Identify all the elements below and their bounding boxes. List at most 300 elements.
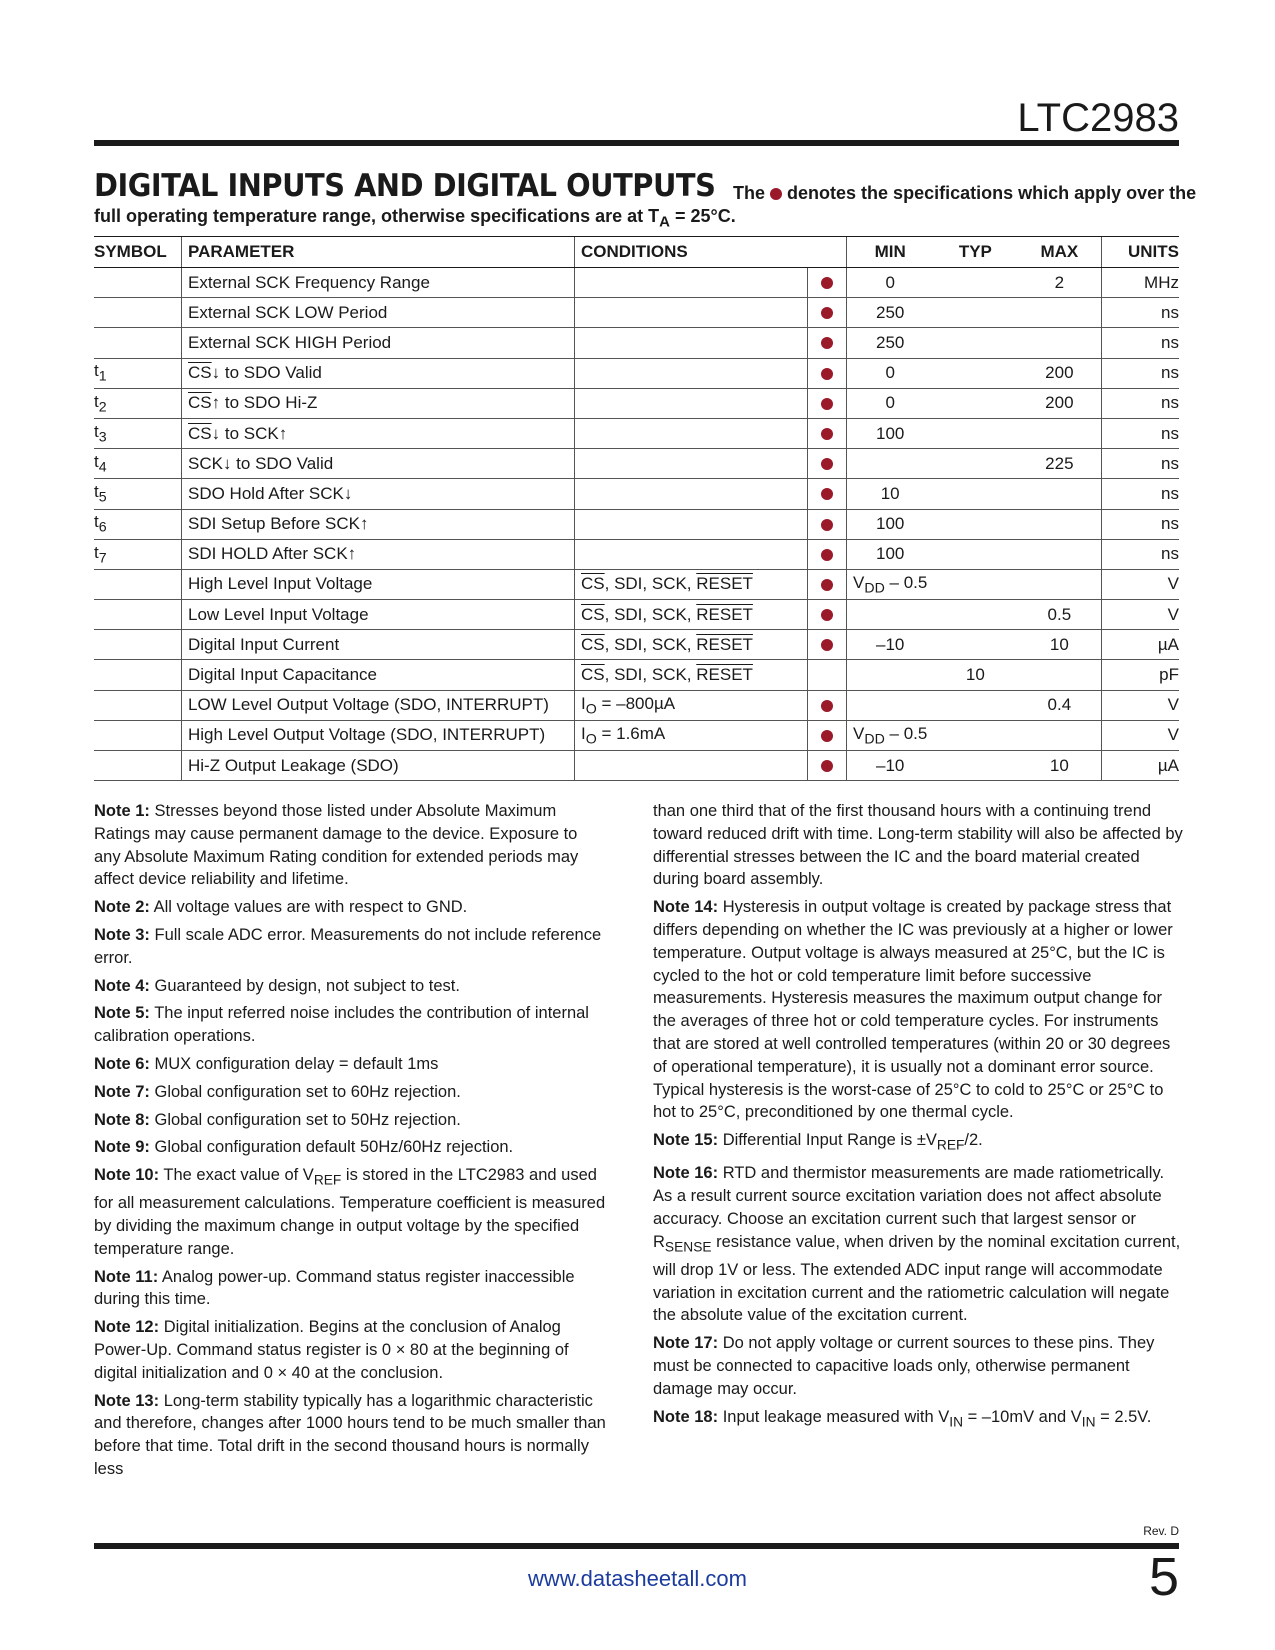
cell-parameter bbox=[182, 449, 575, 479]
cell-parameter bbox=[182, 751, 575, 781]
condition-overline-cs: $\overline{CS}$ bbox=[581, 665, 605, 685]
condition-overline-reset: RESET bbox=[696, 574, 753, 594]
cell-max: 200 bbox=[1017, 388, 1102, 418]
note-label: Note 14: bbox=[653, 898, 719, 917]
bullet-dot-icon bbox=[821, 639, 833, 651]
cell-conditions bbox=[575, 539, 808, 569]
note-text: Hysteresis in output voltage is created by package stress that differs depending on whether the IC was previously at a higher or lower temperature. Output voltage is always measured at 25°C, but the IC is cycled to the hot or cold temperature limit before successive measurements. Hysteresis measures the maximum output change for the averages of three hot or cold temperature cycles. For instruments that are stored at well controlled temperatures (within 20 or 30 degrees of operational temperature), it is usually not a dominant error source. Typical hysteresis is the worst-case of 25°C to cold to 25°C or 25°C to hot to 25°C, preconditioned by one thermal cycle. bbox=[653, 898, 1173, 1122]
cell-units: µA bbox=[1102, 630, 1179, 660]
cell-parameter bbox=[182, 268, 575, 298]
note-item bbox=[653, 896, 1183, 1124]
cell-parameter bbox=[182, 539, 575, 569]
section-description-line2 bbox=[94, 206, 736, 231]
desc-text-a: The bbox=[733, 183, 766, 203]
cell-typ bbox=[933, 720, 1017, 750]
condition-text-rest: = 1.6mA bbox=[596, 723, 666, 743]
note-label: Note 5: bbox=[94, 1004, 150, 1023]
note-label: Note 16: bbox=[653, 1164, 719, 1183]
cell-typ bbox=[933, 328, 1017, 358]
cell-symbol bbox=[94, 268, 182, 298]
cell-conditions bbox=[575, 418, 808, 448]
cell-max bbox=[1017, 418, 1102, 448]
cell-typ bbox=[933, 479, 1017, 509]
footer-rule bbox=[94, 1543, 1179, 1549]
parameter-text: LOW Level Output Voltage (SDO, INTERRUPT) bbox=[188, 695, 549, 715]
symbol-subscript: 1 bbox=[98, 368, 107, 385]
cell-units: V bbox=[1102, 720, 1179, 750]
col-typ: TYP bbox=[933, 237, 1017, 268]
min-text: –10 bbox=[875, 634, 905, 654]
note-label: Note 8: bbox=[94, 1110, 150, 1129]
note-item bbox=[653, 1129, 1183, 1157]
symbol-subscript: 4 bbox=[98, 459, 107, 476]
note-item bbox=[94, 1081, 606, 1104]
note-text-pre: Input leakage measured with V bbox=[718, 1407, 950, 1426]
bullet-dot-icon bbox=[821, 428, 833, 440]
note-subscript: REF bbox=[936, 1137, 965, 1153]
cell-temp-range bbox=[808, 509, 847, 539]
col-min: MIN bbox=[847, 237, 934, 268]
table-row bbox=[94, 268, 1179, 298]
header-rule bbox=[94, 140, 1179, 146]
cell-units: ns bbox=[1102, 509, 1179, 539]
note-item bbox=[94, 896, 606, 919]
note-text: The input referred noise includes the contribution of internal calibration operations. bbox=[94, 1004, 589, 1046]
cell-max: 200 bbox=[1017, 358, 1102, 388]
note-label: Note 11: bbox=[94, 1267, 159, 1286]
table-row bbox=[94, 569, 1179, 599]
note-text: Stresses beyond those listed under Absolute Maximum Ratings may cause permanent damage to the device. Exposure to any Absolute Maximum Rating condition for extended periods may affect device reliability and lifetime. bbox=[94, 802, 579, 889]
cell-min bbox=[847, 600, 934, 630]
cell-typ bbox=[933, 569, 1017, 599]
condition-subscript: O bbox=[585, 731, 597, 748]
note-text: Do not apply voltage or current sources to these pins. They must be connected to capacitive loads only, otherwise permanent damage may occur. bbox=[653, 1334, 1155, 1398]
parameter-overline: $\overline{CS}$ bbox=[188, 393, 212, 413]
cell-conditions bbox=[575, 720, 808, 750]
table-row bbox=[94, 690, 1179, 720]
revision-label: Rev. D bbox=[1143, 1524, 1179, 1538]
cell-min bbox=[847, 509, 934, 539]
parameter-text: Low Level Input Voltage bbox=[188, 604, 369, 624]
cell-min bbox=[847, 569, 934, 599]
cell-conditions bbox=[575, 328, 808, 358]
parameter-text: External SCK Frequency Range bbox=[188, 272, 430, 292]
parameter-overline: $\overline{CS}$ bbox=[188, 363, 212, 383]
symbol-text: t bbox=[94, 482, 99, 502]
note-item bbox=[94, 924, 606, 970]
cell-max bbox=[1017, 298, 1102, 328]
table-row bbox=[94, 479, 1179, 509]
note-text: Global configuration set to 60Hz rejection. bbox=[149, 1082, 461, 1101]
cell-conditions bbox=[575, 358, 808, 388]
bullet-dot-icon bbox=[821, 458, 833, 470]
note-item bbox=[653, 1406, 1183, 1434]
cell-conditions bbox=[575, 479, 808, 509]
note-text-mid: = –10mV and V bbox=[963, 1407, 1082, 1426]
part-number: LTC2983 bbox=[1017, 96, 1179, 140]
cell-temp-range bbox=[808, 660, 847, 690]
note-text: All voltage values are with respect to GND. bbox=[149, 898, 468, 917]
bullet-dot-icon bbox=[821, 519, 833, 531]
cell-max bbox=[1017, 539, 1102, 569]
bullet-dot-icon bbox=[770, 188, 782, 200]
cell-temp-range bbox=[808, 328, 847, 358]
min-text: 0 bbox=[885, 393, 895, 413]
symbol-subscript: 7 bbox=[98, 549, 107, 566]
note-text-pre: The exact value of V bbox=[159, 1166, 314, 1185]
note-item bbox=[94, 1390, 606, 1481]
condition-text: I bbox=[581, 693, 586, 713]
table-row bbox=[94, 298, 1179, 328]
cell-min bbox=[847, 328, 934, 358]
cell-typ bbox=[933, 449, 1017, 479]
min-text: –10 bbox=[875, 755, 905, 775]
cell-max bbox=[1017, 569, 1102, 599]
cell-typ bbox=[933, 509, 1017, 539]
cell-parameter bbox=[182, 479, 575, 509]
note-text: is stored in the LTC2983 and used for all measurement calculations. Temperature coefficient is measured by dividing the maximum change in output voltage by the specified temperature range. bbox=[94, 1166, 606, 1258]
note-text: Analog power-up. Command status register inaccessible during this time. bbox=[94, 1267, 575, 1309]
parameter-text: SDI HOLD After SCK↑ bbox=[188, 544, 357, 564]
cell-parameter bbox=[182, 358, 575, 388]
condition-text-rest: = –800µA bbox=[596, 693, 676, 713]
symbol-subscript: 3 bbox=[98, 429, 107, 446]
cell-symbol bbox=[94, 358, 182, 388]
cell-symbol bbox=[94, 569, 182, 599]
cell-units: µA bbox=[1102, 751, 1179, 781]
symbol-text: t bbox=[94, 512, 99, 532]
note-item bbox=[653, 1332, 1183, 1400]
note-label: Note 7: bbox=[94, 1082, 150, 1101]
cell-max bbox=[1017, 660, 1102, 690]
min-subscript: DD bbox=[864, 731, 885, 748]
cell-temp-range bbox=[808, 600, 847, 630]
cell-typ bbox=[933, 751, 1017, 781]
note-text-pre: Differential Input Range is ±V bbox=[718, 1131, 937, 1150]
note-item bbox=[94, 1002, 606, 1048]
table-row bbox=[94, 539, 1179, 569]
table-row bbox=[94, 720, 1179, 750]
col-units: UNITS bbox=[1102, 237, 1179, 268]
bullet-dot-icon bbox=[821, 307, 833, 319]
cell-units: ns bbox=[1102, 479, 1179, 509]
min-text: 250 bbox=[875, 302, 905, 322]
cell-symbol bbox=[94, 449, 182, 479]
cell-temp-range bbox=[808, 569, 847, 599]
cell-min bbox=[847, 298, 934, 328]
table-row bbox=[94, 358, 1179, 388]
cell-min bbox=[847, 358, 934, 388]
desc-subscript: A bbox=[659, 213, 670, 231]
cell-max: 0.5 bbox=[1017, 600, 1102, 630]
condition-text: I bbox=[581, 723, 586, 743]
cell-temp-range bbox=[808, 388, 847, 418]
table-row bbox=[94, 630, 1179, 660]
min-text: V bbox=[853, 723, 865, 743]
note-text: Global configuration default 50Hz/60Hz rejection. bbox=[149, 1138, 514, 1157]
cell-max bbox=[1017, 720, 1102, 750]
symbol-subscript: 5 bbox=[98, 489, 107, 506]
cell-units: ns bbox=[1102, 328, 1179, 358]
note-text: Global configuration set to 50Hz rejection. bbox=[149, 1110, 461, 1129]
symbol-text: t bbox=[94, 542, 99, 562]
cell-parameter bbox=[182, 328, 575, 358]
cell-units: ns bbox=[1102, 539, 1179, 569]
cell-symbol bbox=[94, 298, 182, 328]
parameter-text: SDI Setup Before SCK↑ bbox=[188, 514, 369, 534]
cell-typ bbox=[933, 358, 1017, 388]
cell-units: V bbox=[1102, 569, 1179, 599]
cell-conditions bbox=[575, 660, 808, 690]
cell-parameter bbox=[182, 418, 575, 448]
cell-typ bbox=[933, 298, 1017, 328]
cell-typ bbox=[933, 268, 1017, 298]
symbol-subscript: 2 bbox=[98, 399, 107, 416]
bullet-dot-icon bbox=[821, 609, 833, 621]
min-subscript: DD bbox=[864, 580, 885, 597]
note-label: Note 1: bbox=[94, 802, 150, 820]
table-row bbox=[94, 509, 1179, 539]
note-text: Long-term stability typically has a logarithmic characteristic and therefore, changes after 1000 hours tend to be much smaller than before that time. Total drift in the second thousand hours is normally less bbox=[94, 1391, 606, 1479]
note-item bbox=[94, 1266, 606, 1312]
cell-typ bbox=[933, 388, 1017, 418]
cell-temp-range bbox=[808, 418, 847, 448]
cell-symbol bbox=[94, 479, 182, 509]
cell-units: pF bbox=[1102, 660, 1179, 690]
condition-overline-cs: $\overline{CS}$ bbox=[581, 604, 605, 624]
parameter-text: External SCK HIGH Period bbox=[188, 332, 392, 352]
footer-link[interactable]: www.datasheetall.com bbox=[528, 1566, 747, 1591]
desc-text-d: = 25°C. bbox=[670, 206, 736, 226]
bullet-dot-icon bbox=[821, 337, 833, 349]
min-text: 0 bbox=[885, 272, 895, 292]
cell-symbol bbox=[94, 660, 182, 690]
cell-min bbox=[847, 690, 934, 720]
parameter-text: ↓ to SDO Valid bbox=[211, 363, 322, 383]
cell-temp-range bbox=[808, 720, 847, 750]
section-description-line1 bbox=[733, 183, 1196, 204]
cell-conditions bbox=[575, 751, 808, 781]
cell-conditions bbox=[575, 449, 808, 479]
bullet-dot-icon bbox=[821, 398, 833, 410]
cell-parameter bbox=[182, 690, 575, 720]
condition-overline-reset: RESET bbox=[696, 634, 753, 654]
cell-min bbox=[847, 539, 934, 569]
symbol-text: t bbox=[94, 361, 99, 381]
min-text: V bbox=[853, 572, 865, 592]
parameter-text: Digital Input Current bbox=[188, 634, 340, 654]
table-row bbox=[94, 388, 1179, 418]
note-text: MUX configuration delay = default 1ms bbox=[149, 1054, 439, 1073]
cell-max: 10 bbox=[1017, 751, 1102, 781]
cell-units: ns bbox=[1102, 358, 1179, 388]
bullet-dot-icon bbox=[821, 700, 833, 712]
cell-symbol bbox=[94, 720, 182, 750]
note-label: Note 18: bbox=[653, 1407, 719, 1426]
table-row bbox=[94, 418, 1179, 448]
cell-min bbox=[847, 660, 934, 690]
cell-symbol bbox=[94, 539, 182, 569]
cell-conditions bbox=[575, 690, 808, 720]
cell-typ bbox=[933, 418, 1017, 448]
cell-parameter bbox=[182, 509, 575, 539]
cell-min bbox=[847, 751, 934, 781]
cell-symbol bbox=[94, 388, 182, 418]
note-label: Note 17: bbox=[653, 1334, 719, 1353]
bullet-dot-icon bbox=[821, 368, 833, 380]
min-text: 10 bbox=[880, 483, 900, 503]
bullet-dot-icon bbox=[821, 488, 833, 500]
cell-units: ns bbox=[1102, 449, 1179, 479]
cell-parameter bbox=[182, 600, 575, 630]
cell-conditions bbox=[575, 569, 808, 599]
parameter-text: External SCK LOW Period bbox=[188, 302, 388, 322]
cell-parameter bbox=[182, 388, 575, 418]
min-text-rest: – 0.5 bbox=[884, 572, 928, 592]
cell-units: ns bbox=[1102, 298, 1179, 328]
section-title: DIGITAL INPUTS AND DIGITAL OUTPUTS bbox=[94, 168, 716, 204]
note-item bbox=[94, 1053, 606, 1076]
note-text: than one third that of the first thousand hours with a continuing trend toward reduced drift with time. Long-term stability will also be affected by differential stresses between the IC and the board material created during board assembly. bbox=[653, 802, 1183, 889]
bullet-dot-icon bbox=[821, 730, 833, 742]
min-text: 100 bbox=[875, 544, 905, 564]
cell-symbol bbox=[94, 509, 182, 539]
table-header-row bbox=[94, 237, 1179, 268]
cell-conditions bbox=[575, 600, 808, 630]
note-label: Note 3: bbox=[94, 925, 150, 944]
cell-units: MHz bbox=[1102, 268, 1179, 298]
cell-temp-range bbox=[808, 449, 847, 479]
cell-min bbox=[847, 268, 934, 298]
parameter-text: High Level Output Voltage (SDO, INTERRUPT) bbox=[188, 725, 546, 745]
cell-conditions bbox=[575, 268, 808, 298]
symbol-text: t bbox=[94, 452, 99, 472]
parameter-text: ↓ to SCK↑ bbox=[211, 423, 288, 443]
condition-subscript: O bbox=[585, 700, 597, 717]
notes-right-column bbox=[653, 800, 1183, 1439]
note-label: Note 15: bbox=[653, 1131, 719, 1150]
cell-symbol bbox=[94, 630, 182, 660]
bullet-dot-icon bbox=[821, 277, 833, 289]
cell-typ bbox=[933, 630, 1017, 660]
condition-overline-reset: RESET bbox=[696, 665, 753, 685]
cell-conditions bbox=[575, 630, 808, 660]
cell-temp-range bbox=[808, 630, 847, 660]
min-text: 250 bbox=[875, 332, 905, 352]
cell-parameter bbox=[182, 660, 575, 690]
cell-min bbox=[847, 418, 934, 448]
note-label: Note 13: bbox=[94, 1391, 160, 1410]
cell-symbol bbox=[94, 690, 182, 720]
cell-max: 10 bbox=[1017, 630, 1102, 660]
cell-max: 225 bbox=[1017, 449, 1102, 479]
note-subscript: IN bbox=[949, 1413, 963, 1429]
note-label: Note 4: bbox=[94, 976, 150, 995]
note-subscript-2: IN bbox=[1081, 1413, 1096, 1429]
note-item bbox=[94, 1164, 606, 1260]
cell-typ: 10 bbox=[933, 660, 1017, 690]
note-item bbox=[94, 1316, 606, 1384]
col-max: MAX bbox=[1017, 237, 1102, 268]
cell-symbol bbox=[94, 418, 182, 448]
parameter-overline: $\overline{CS}$ bbox=[188, 423, 212, 443]
condition-overline-cs: $\overline{CS}$ bbox=[581, 634, 605, 654]
note-text: Digital initialization. Begins at the conclusion of Analog Power-Up. Command status register is 0 × 80 at the beginning of digital initialization and 0 × 40 at the conclusion. bbox=[94, 1318, 569, 1382]
parameter-text: Digital Input Capacitance bbox=[188, 665, 378, 685]
cell-parameter bbox=[182, 298, 575, 328]
min-text-rest: – 0.5 bbox=[884, 723, 928, 743]
cell-max: 0.4 bbox=[1017, 690, 1102, 720]
cell-typ bbox=[933, 600, 1017, 630]
min-text: 100 bbox=[875, 423, 905, 443]
note-text: Guaranteed by design, not subject to test. bbox=[149, 976, 460, 995]
note-subscript: REF bbox=[313, 1172, 342, 1188]
cell-min bbox=[847, 479, 934, 509]
symbol-text: t bbox=[94, 421, 99, 441]
cell-max: 2 bbox=[1017, 268, 1102, 298]
note-item bbox=[653, 1162, 1183, 1327]
note-text: = 2.5V. bbox=[1095, 1407, 1152, 1426]
cell-parameter bbox=[182, 630, 575, 660]
cell-conditions bbox=[575, 388, 808, 418]
table-row bbox=[94, 751, 1179, 781]
cell-max bbox=[1017, 328, 1102, 358]
cell-units: V bbox=[1102, 690, 1179, 720]
min-text: 0 bbox=[885, 363, 895, 383]
cell-typ bbox=[933, 690, 1017, 720]
note-item bbox=[653, 800, 1183, 891]
condition-overline-reset: RESET bbox=[696, 604, 753, 624]
cell-conditions bbox=[575, 509, 808, 539]
note-item bbox=[94, 975, 606, 998]
cell-min bbox=[847, 720, 934, 750]
cell-parameter bbox=[182, 720, 575, 750]
note-item bbox=[94, 800, 606, 891]
cell-temp-range bbox=[808, 358, 847, 388]
cell-min bbox=[847, 630, 934, 660]
condition-text: , SDI, SCK, bbox=[604, 574, 697, 594]
desc-text-c: full operating temperature range, otherwise specifications are at T bbox=[94, 206, 660, 226]
cell-units: V bbox=[1102, 600, 1179, 630]
page-number: 5 bbox=[1148, 1547, 1179, 1607]
cell-conditions bbox=[575, 298, 808, 328]
note-label: Note 12: bbox=[94, 1318, 160, 1337]
note-label: Note 10: bbox=[94, 1166, 160, 1185]
cell-units: ns bbox=[1102, 418, 1179, 448]
table-row bbox=[94, 600, 1179, 630]
cell-units: ns bbox=[1102, 388, 1179, 418]
cell-typ bbox=[933, 539, 1017, 569]
condition-text: , SDI, SCK, bbox=[604, 604, 697, 624]
condition-text: , SDI, SCK, bbox=[604, 665, 697, 685]
cell-symbol bbox=[94, 600, 182, 630]
cell-temp-range bbox=[808, 268, 847, 298]
table-row bbox=[94, 660, 1179, 690]
parameter-text: High Level Input Voltage bbox=[188, 574, 373, 594]
note-label: Note 2: bbox=[94, 898, 150, 917]
col-symbol: SYMBOL bbox=[94, 237, 182, 268]
note-item bbox=[94, 1109, 606, 1132]
note-subscript: SENSE bbox=[664, 1238, 712, 1254]
cell-parameter bbox=[182, 569, 575, 599]
parameter-text: Hi-Z Output Leakage (SDO) bbox=[188, 755, 399, 775]
cell-temp-range bbox=[808, 479, 847, 509]
note-label: Note 9: bbox=[94, 1138, 150, 1157]
cell-min bbox=[847, 449, 934, 479]
condition-overline-cs: $\overline{CS}$ bbox=[581, 574, 605, 594]
parameter-text: SCK↓ to SDO Valid bbox=[188, 453, 334, 473]
bullet-dot-icon bbox=[821, 579, 833, 591]
